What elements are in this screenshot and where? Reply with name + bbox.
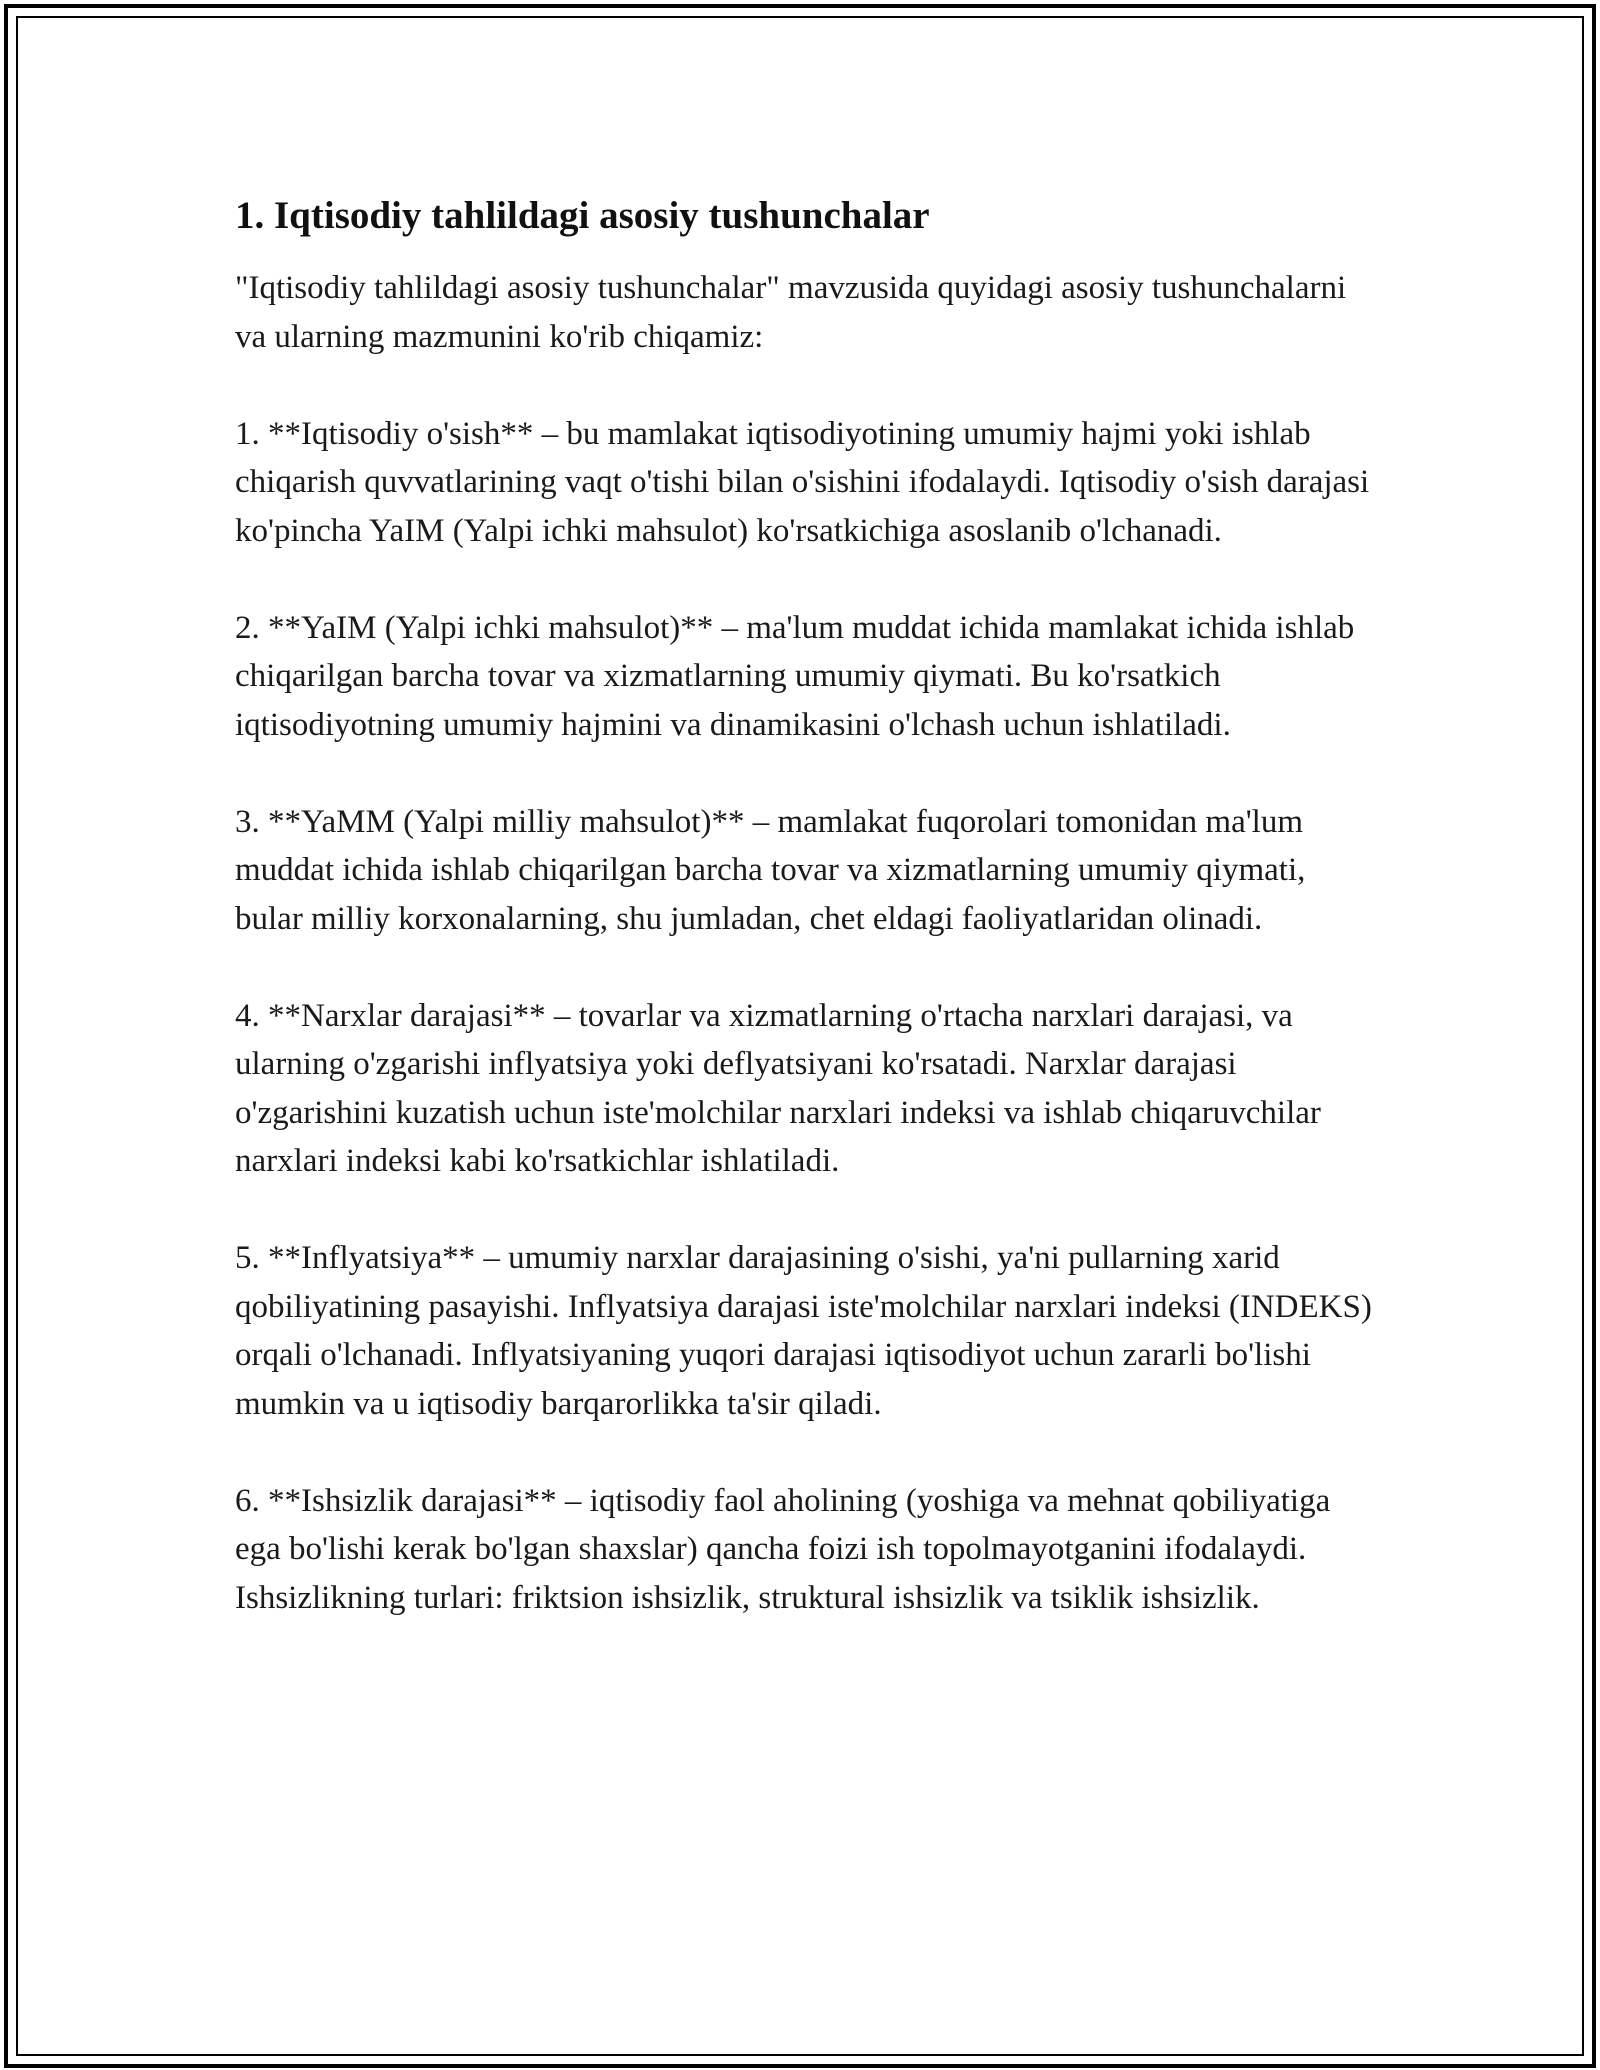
concept-paragraph-2: 2. **YaIM (Yalpi ichki mahsulot)** – ma'lum muddat ichida mamlakat ichida ishlab chiqarilgan barcha tovar va xizmatlarning umumiy qiymati. Bu ko'rsatkich iqtisodiyotning umumiy hajmini va dinamikasini o'lchash uchun ishlatiladi. (235, 609, 1355, 743)
document-body (235, 188, 1375, 1671)
document-title: 1. Iqtisodiy tahlildagi asosiy tushunchalar (235, 194, 930, 237)
concept-paragraph-6: 6. **Ishsizlik darajasi** – iqtisodiy faol aholining (yoshiga va mehnat qobiliyatiga ega bo'lishi kerak bo'lgan shaxslar) qancha foizi ish topolmayotganini ifodalaydi. Ishsizlikning turlari: friktsion ishsizlik, struktural ishsizlik va tsiklik ishsizlik. (235, 1482, 1331, 1616)
intro-paragraph: "Iqtisodiy tahlildagi asosiy tushunchalar" mavzusida quyidagi asosiy tushunchalarni va ularning mazmunini ko'rib chiqamiz: (235, 270, 1347, 355)
concept-paragraph-1: 1. **Iqtisodiy o'sish** – bu mamlakat iqtisodiyotining umumiy hajmi yoki ishlab chiqarish quvvatlarining vaqt o'tishi bilan o'sishini ifodalaydi. Iqtisodiy o'sish darajasi ko'pincha YaIM (Yalpi ichki mahsulot) ko'rsatkichiga asoslanib o'lchanadi. (235, 415, 1370, 549)
concept-paragraph-3: 3. **YaMM (Yalpi milliy mahsulot)** – mamlakat fuqorolari tomonidan ma'lum muddat ichida ishlab chiqarilgan barcha tovar va xizmatlarning umumiy qiymati, bular milliy korxonalarning, shu jumladan, chet eldagi faoliyatlaridan olinadi. (235, 803, 1306, 937)
concept-paragraph-5: 5. **Inflyatsiya** – umumiy narxlar darajasining o'sishi, ya'ni pullarning xarid qobiliyatining pasayishi. Inflyatsiya darajasi iste'molchilar narxlari indeksi (INDEKS) orqali o'lchanadi. Inflyatsiyaning yuqori darajasi iqtisodiyot uchun zararli bo'lishi mumkin va u iqtisodiy barqarorlikka ta'sir qiladi. (235, 1240, 1372, 1422)
concept-paragraph-4: 4. **Narxlar darajasi** – tovarlar va xizmatlarning o'rtacha narxlari darajasi, va ularning o'zgarishi inflyatsiya yoki deflyatsiyani ko'rsatadi. Narxlar darajasi o'zgarishini kuzatish uchun iste'molchilar narxlari indeksi va ishlab chiqaruvchilar narxlari indeksi kabi ko'rsatkichlar ishlatiladi. (235, 997, 1321, 1179)
